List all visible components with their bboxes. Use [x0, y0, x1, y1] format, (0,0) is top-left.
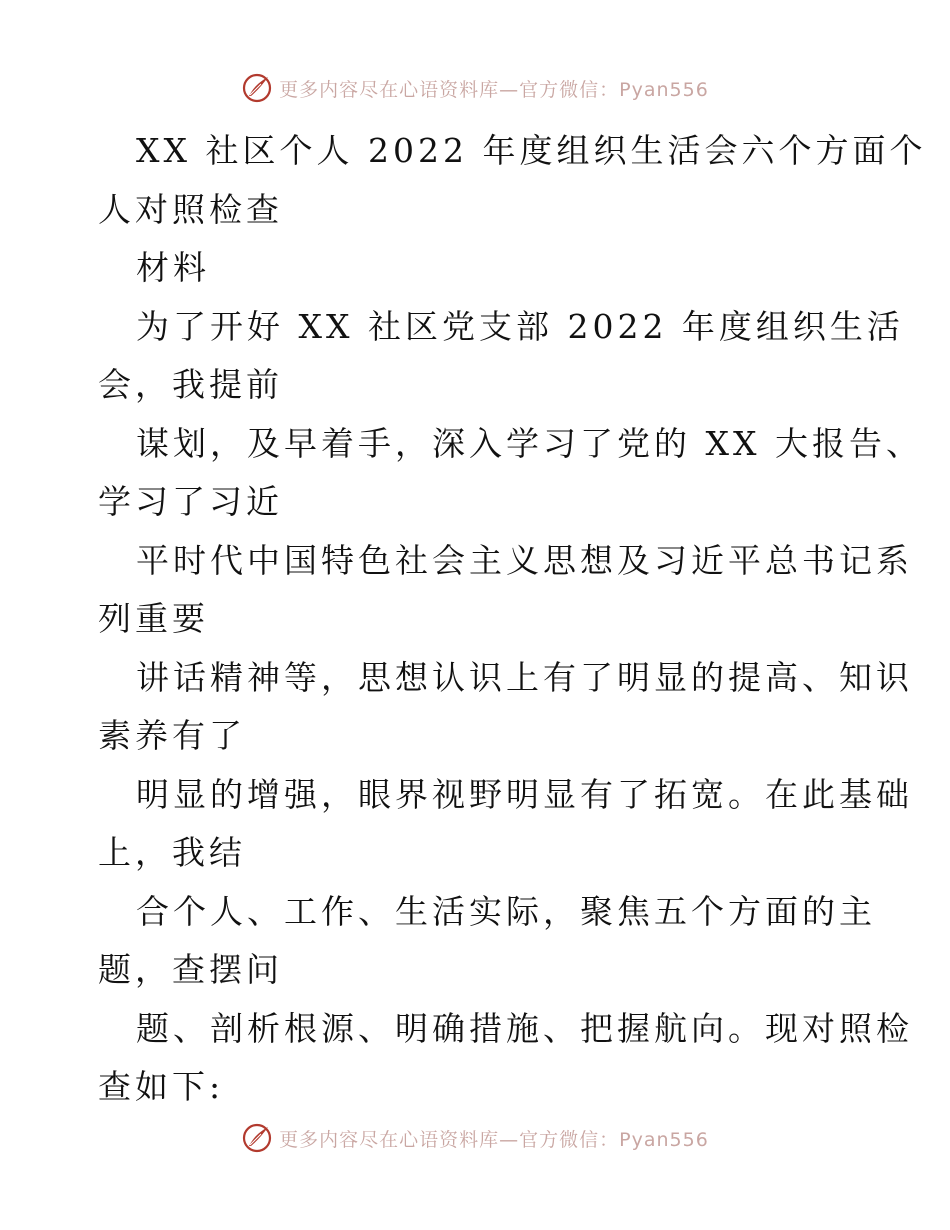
text-line: 列重要 [98, 599, 209, 638]
feather-pen-logo-icon [241, 72, 273, 104]
text-line: 讲话精神等，思想认识上有了明显的提高、知识 [136, 657, 913, 697]
text-line: 查如下: [98, 1067, 225, 1106]
watermark-text: 更多内容尽在心语资料库—官方微信：Pyan556 [279, 1128, 709, 1151]
text-line: 上，我结 [98, 833, 246, 872]
text-line: 为了开好 XX 社区党支部 2022 年度组织生活 [136, 306, 904, 346]
text-line: 谋划，及早着手，深入学习了党的 XX 大报告、 [136, 423, 923, 463]
document-body [98, 122, 927, 1117]
text-line: 平时代中国特色社会主义思想及习近平总书记系 [136, 540, 913, 580]
header-watermark [0, 72, 950, 104]
text-line: 题，查摆问 [98, 950, 283, 989]
text-line: 明显的增强，眼界视野明显有了拓宽。在此基础 [136, 774, 913, 814]
text-line: 题、剖析根源、明确措施、把握航向。现对照检 [136, 1008, 913, 1048]
text-line: 人对照检查 [98, 189, 283, 229]
footer-watermark [0, 1122, 950, 1154]
text-line: 素养有了 [98, 716, 246, 755]
text-line: 材料 [136, 248, 210, 287]
text-line: XX 社区个人 2022 年度组织生活会六个方面个 [136, 131, 927, 170]
text-line: 合个人、工作、生活实际，聚焦五个方面的主 [136, 891, 876, 931]
text-line: 学习了习近 [98, 482, 283, 521]
text-line: 会，我提前 [98, 365, 283, 404]
feather-pen-logo-icon [241, 1122, 273, 1154]
watermark-text: 更多内容尽在心语资料库—官方微信：Pyan556 [279, 78, 709, 101]
